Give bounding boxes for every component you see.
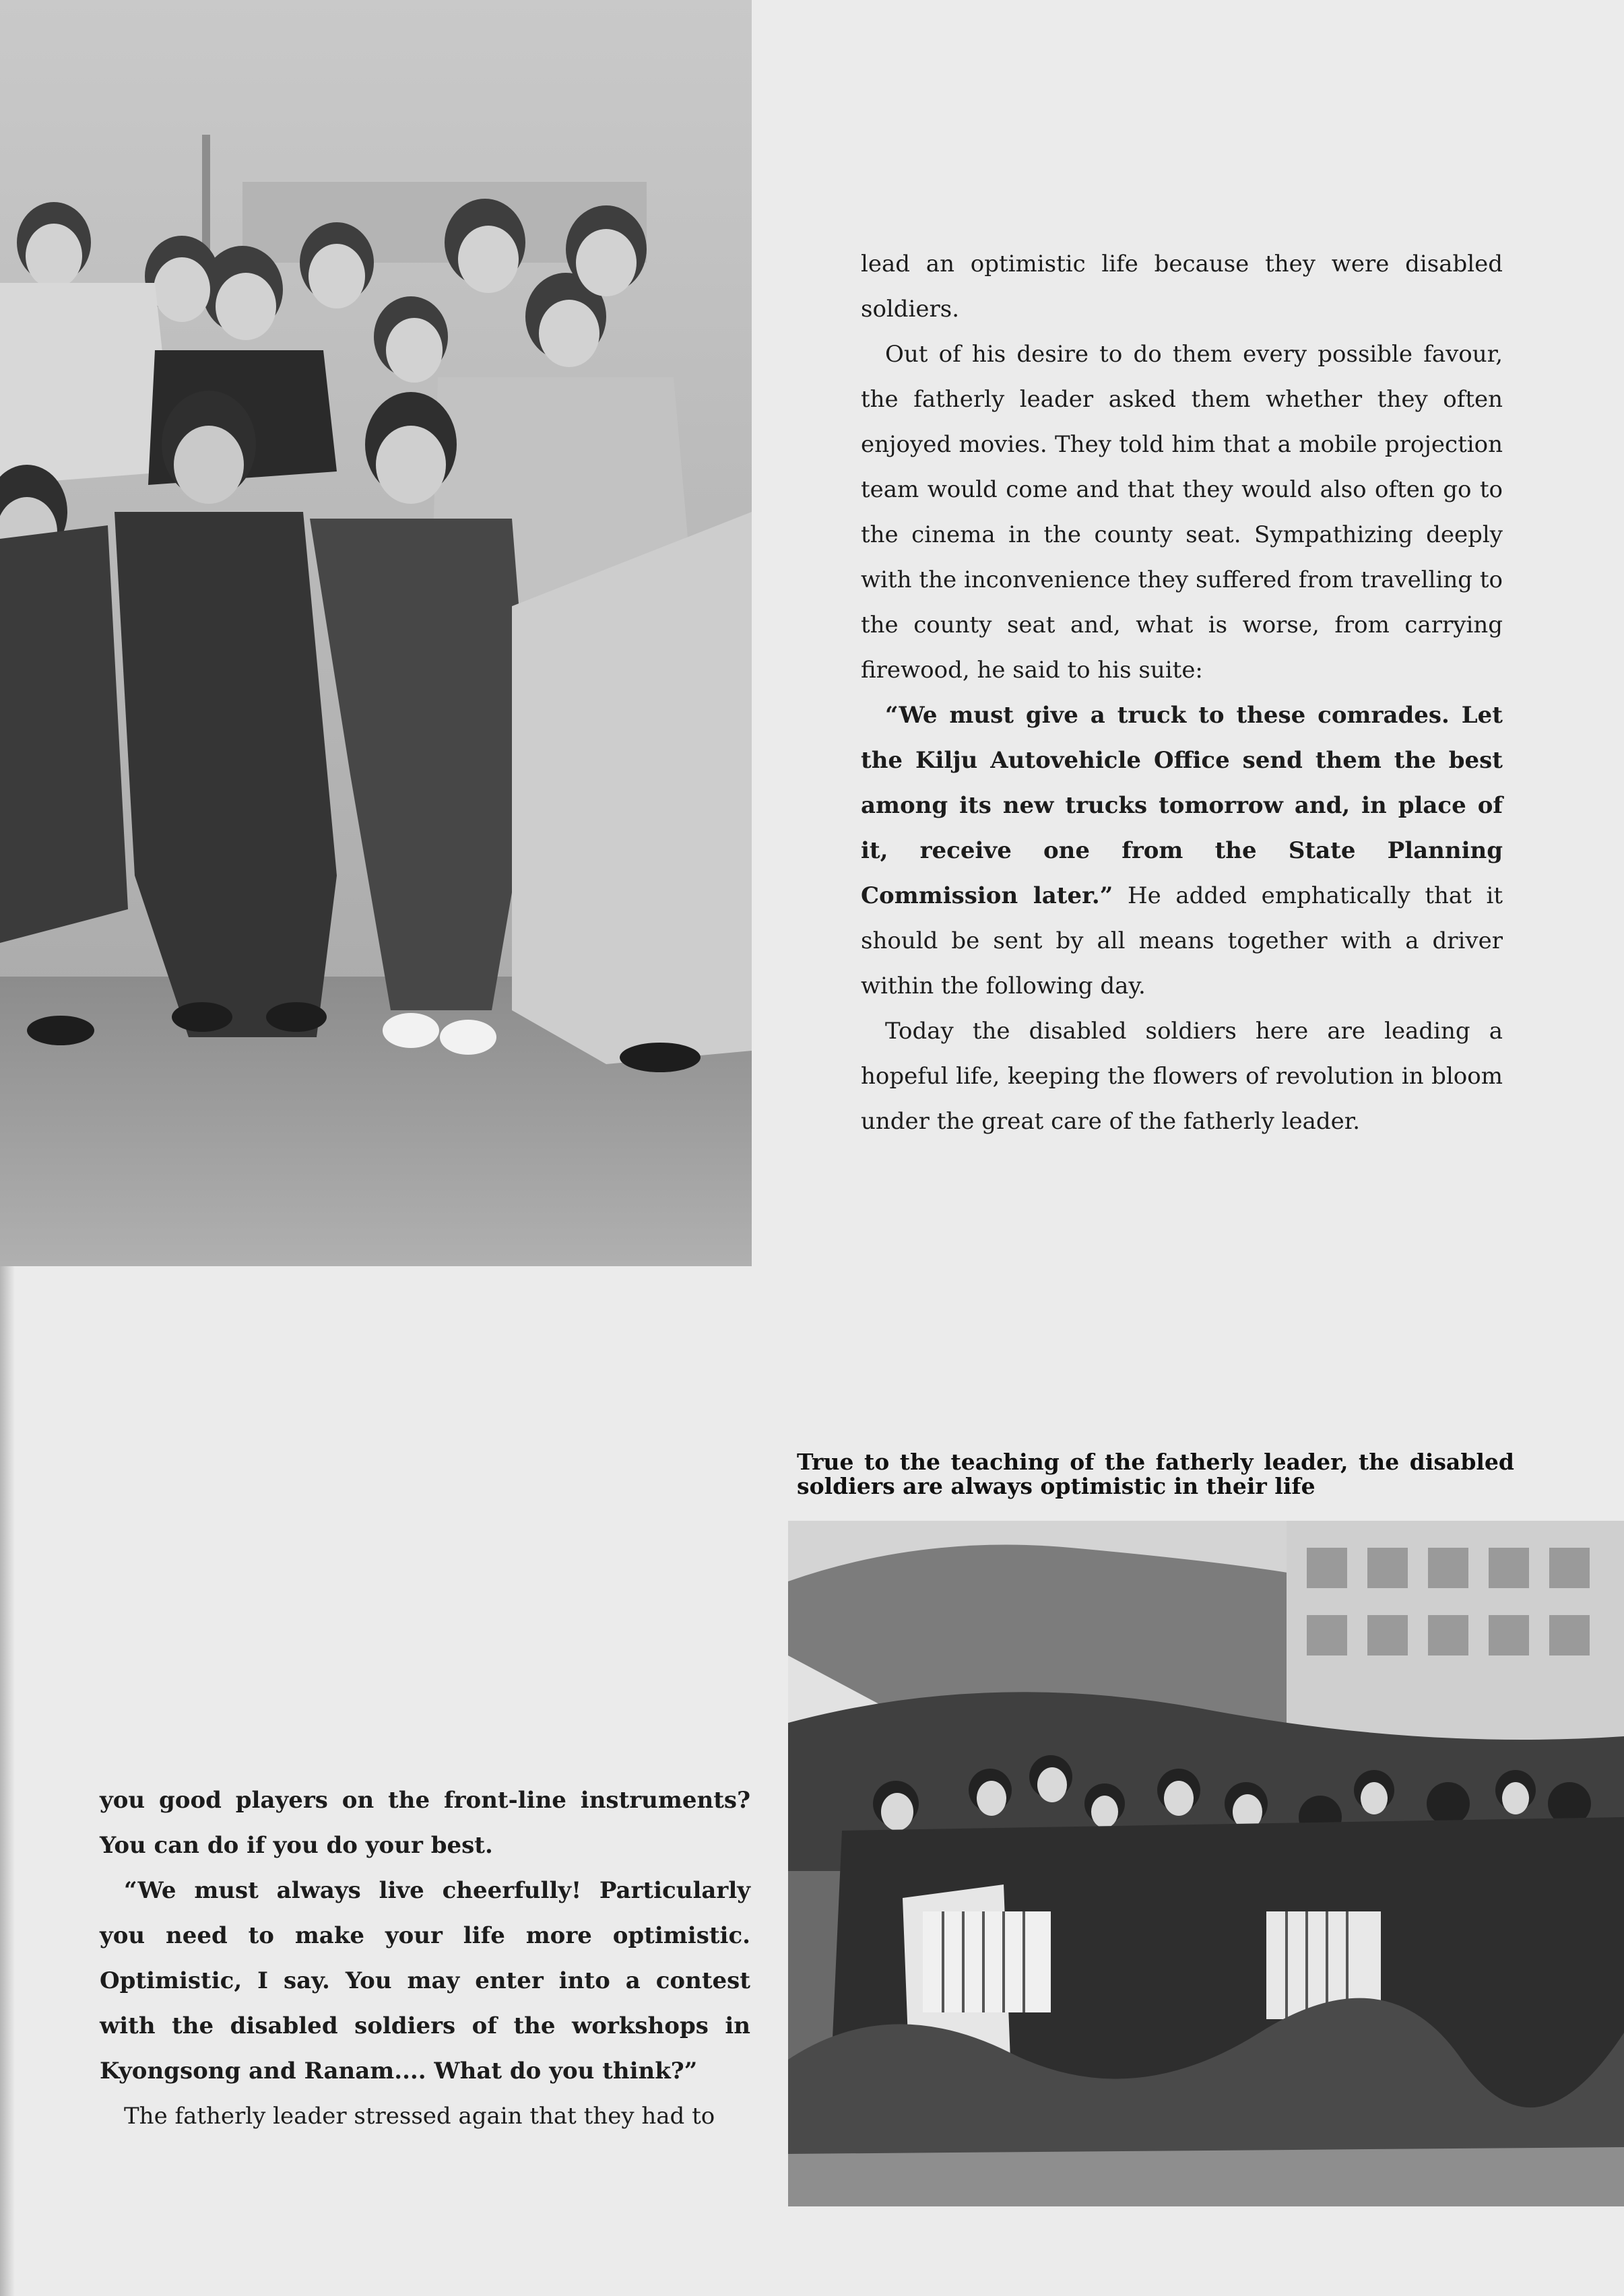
page-edge-shadow: [0, 1266, 15, 2296]
quote: “We must always live cheerfully! Particularly you need to make your life more optimistic. Optimistic, I say. You may enter into a contest with the disabled soldiers of the workshops in Kyongsong and Ranam.... What do you think?”: [100, 1877, 750, 2085]
paragraph: you good players on the front-line instruments? You can do if you do your best.: [100, 1787, 750, 1859]
group-photo-bottom: [788, 1521, 1624, 2206]
article-right-column: [861, 242, 1503, 1144]
quote-continuation: He added emphatically that it should be sent by all means together with a driver within the following day.: [861, 882, 1503, 999]
paragraph: lead an optimistic life because they were disabled soldiers.: [861, 251, 1503, 323]
paragraph: Out of his desire to do them every possible favour, the fatherly leader asked them whether they often enjoyed movies. They told him that a mobile projection team would come and that they would also often go to the cinema in the county seat. Sympathizing deeply with the inconvenience they suffered from travelling to the county seat and, what is worse, from carrying firewood, he said to his suite:: [861, 341, 1503, 684]
article-left-column: [100, 1778, 750, 2139]
group-photo-accordions-icon: [788, 1521, 1624, 2206]
group-photo-top: [0, 0, 752, 1266]
quote: “We must give a truck to these comrades. Let the Kilju Autovehicle Office send them the best among its new trucks tomorrow and, in place of it, receive one from the State Planning Commission later.”: [861, 702, 1503, 909]
paragraph: The fatherly leader stressed again that they had to: [124, 2103, 715, 2130]
paragraph-with-quote: [861, 693, 1503, 1009]
group-photo-icon: [0, 0, 752, 1266]
paragraph: Today the disabled soldiers here are leading a hopeful life, keeping the flowers of revolution in bloom under the great care of the fatherly leader.: [861, 1018, 1503, 1135]
photo-caption: True to the teaching of the fatherly leader, the disabled soldiers are always optimistic in their life: [797, 1449, 1514, 1499]
